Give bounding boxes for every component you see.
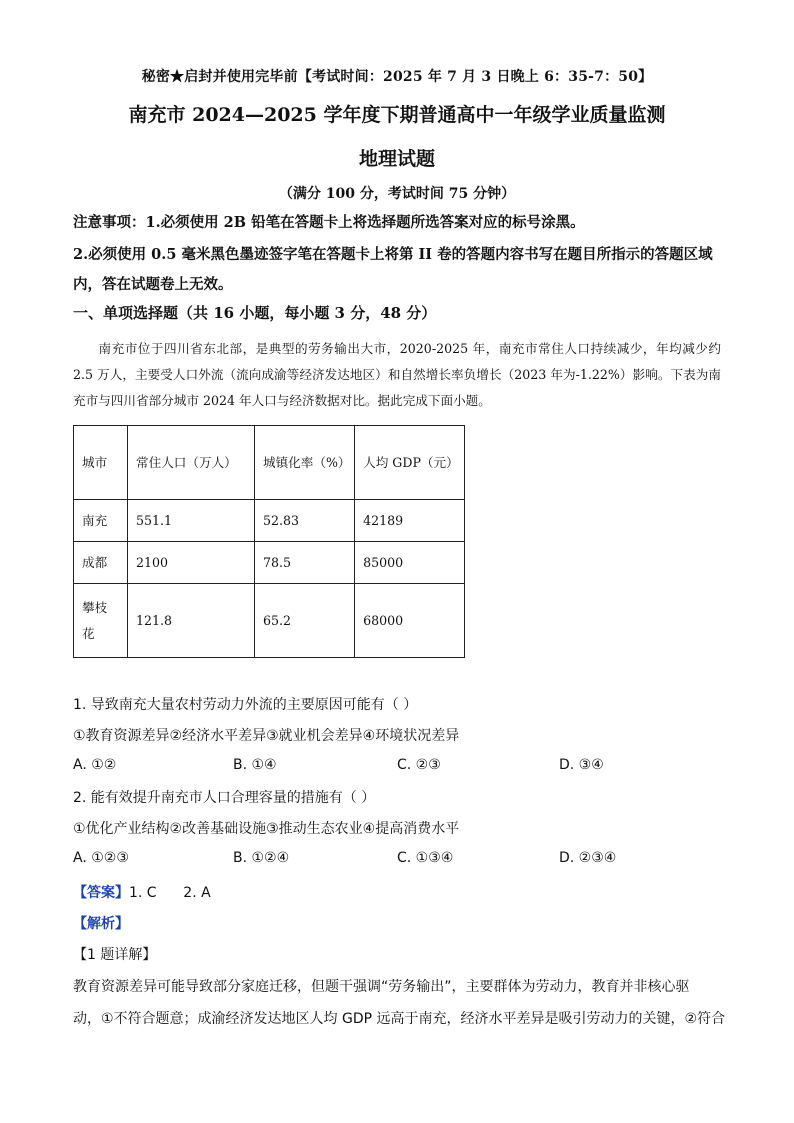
header-city: 城市 [74, 426, 128, 500]
section-heading: 一、单项选择题（共 16 小题，每小题 3 分，48 分） [73, 304, 437, 322]
question-1-statements: ①教育资源差异②经济水平差异③就业机会差异④环境状况差异 [73, 728, 460, 744]
option-b: B. ①②④ [233, 850, 290, 866]
analysis-tag: 【解析】 [73, 916, 129, 932]
option-c: C. ②③ [397, 757, 441, 773]
cell-population: 121.8 [128, 584, 255, 658]
confidential-notice: 秘密★启封并使用完毕前【考试时间：2025 年 7 月 3 日晚上 6：35-7：50】 [141, 69, 653, 85]
question-1-options [73, 757, 723, 779]
exam-title: 南充市 2024—2025 学年度下期普通高中一年级学业质量监测 [128, 104, 666, 126]
cell-gdp: 42189 [355, 500, 465, 542]
cell-urbanization: 52.83 [254, 500, 354, 542]
cell-population: 2100 [128, 542, 255, 584]
cell-population: 551.1 [128, 500, 255, 542]
header-urbanization: 城镇化率（%） [254, 426, 354, 500]
cell-city: 攀枝花 [74, 584, 128, 658]
detail-title: 【1 题详解】 [73, 947, 157, 963]
notice-line-1: 注意事项：1.必须使用 2B 铅笔在答题卡上将选择题所选答案对应的标号涂黑。 [73, 214, 585, 231]
header-population: 常住人口（万人） [128, 426, 255, 500]
table-row [74, 500, 465, 542]
answer-tag: 【答案】 [73, 885, 129, 901]
cell-city: 成都 [74, 542, 128, 584]
answer-line [73, 882, 211, 902]
question-2-options [73, 850, 723, 872]
option-d: D. ③④ [559, 757, 604, 773]
question-1-stem: 1. 导致南充大量农村劳动力外流的主要原因可能有（ ） [73, 697, 418, 713]
table-header-row [74, 426, 465, 500]
cell-gdp: 85000 [355, 542, 465, 584]
answer-text: 1. C 2. A [129, 885, 211, 901]
score-time-info: （满分 100 分，考试时间 75 分钟） [278, 186, 516, 202]
table-row [74, 542, 465, 584]
intro-text: 南充市位于四川省东北部，是典型的劳务输出大市，2020-2025 年，南充市常住人口持续减少，年均减少约 2.5 万人，主要受人口外流（流向成渝等经济发达地区）和自然增长率负增长（2023 年为-1.22%）影响。下表为南充市与四川省部分城市 2024 年人口与经济数据对比。据此完成下面小题。 [73, 341, 721, 408]
cell-urbanization: 65.2 [254, 584, 354, 658]
question-2-stem: 2. 能有效提升南充市人口合理容量的措施有（ ） [73, 790, 376, 806]
cell-gdp: 68000 [355, 584, 465, 658]
detail-line-1: 教育资源差异可能导致部分家庭迁移，但题干强调“劳务输出”，主要群体为劳动力，教育并非核心驱 [73, 979, 690, 995]
table-row [74, 584, 465, 658]
subject-title: 地理试题 [358, 148, 435, 170]
option-c: C. ①③④ [397, 850, 454, 866]
cell-urbanization: 78.5 [254, 542, 354, 584]
city-data-table [73, 425, 465, 658]
header-gdp: 人均 GDP（元） [355, 426, 465, 500]
question-2-statements: ①优化产业结构②改善基础设施③推动生态农业④提高消费水平 [73, 821, 460, 837]
cell-city: 南充 [74, 500, 128, 542]
option-a: A. ①② [73, 757, 117, 773]
detail-line-2: 动，①不符合题意；成渝经济发达地区人均 GDP 远高于南充，经济水平差异是吸引劳动力的关键，②符合 [73, 1011, 726, 1027]
option-b: B. ①④ [233, 757, 277, 773]
intro-paragraph [73, 336, 721, 414]
option-a: A. ①②③ [73, 850, 129, 866]
option-d: D. ②③④ [559, 850, 617, 866]
notice-line-2: 2.必须使用 0.5 毫米黑色墨迹签字笔在答题卡上将第 II 卷的答题内容书写在题目所指示的答题区域内，答在试题卷上无效。 [73, 246, 713, 293]
